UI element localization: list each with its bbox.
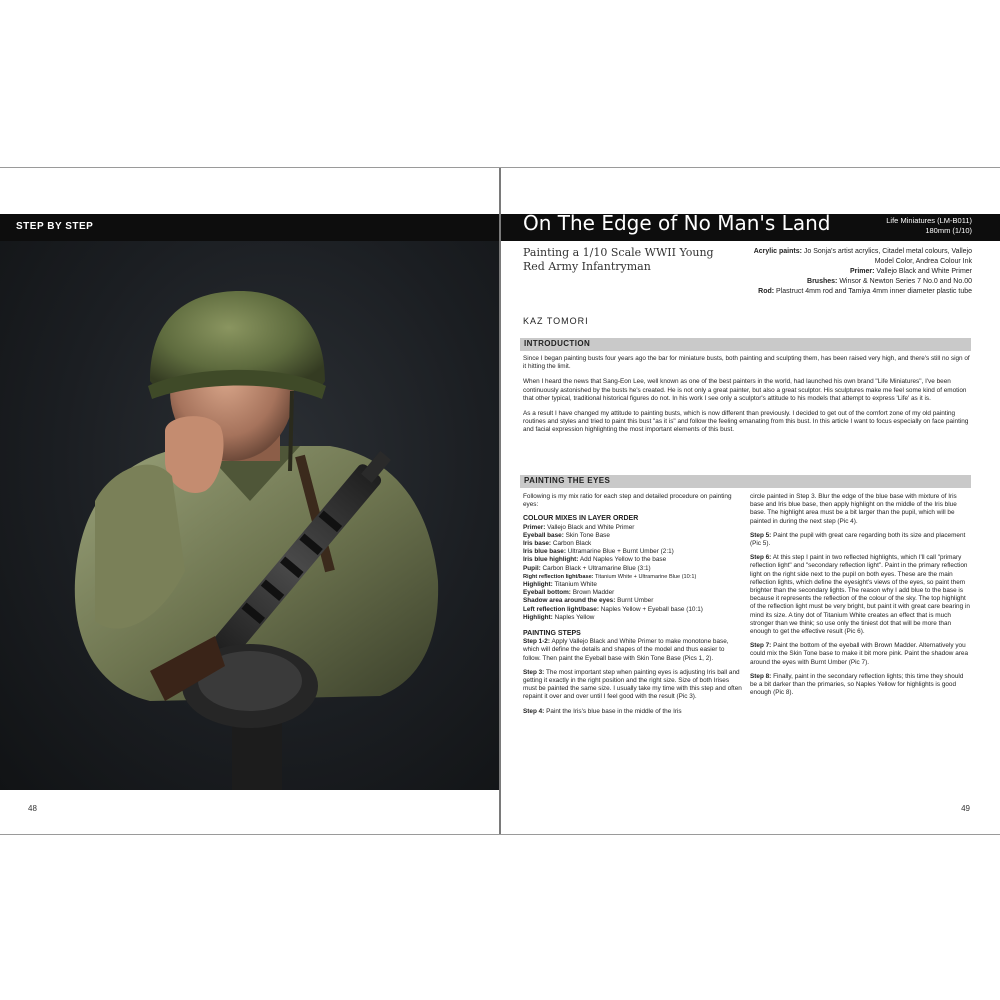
left-column xyxy=(523,493,743,722)
step-paragraph: circle painted in Step 3. Blur the edge of the blue base with mixture of Iris base and Iris blue base, then apply highlight on the middle of the Iris blue base. The highlight area must be a bit larger than the pupil, which will be painted in during the next step (Pic 4). xyxy=(750,493,957,525)
mix-item: Left reflection light/base: Naples Yellow + Eyeball base (10:1) xyxy=(523,605,703,613)
mix-item: Highlight: Titanium White xyxy=(523,581,597,589)
introduction-heading xyxy=(520,338,971,351)
left-page xyxy=(0,168,499,834)
step-paragraph: Step 4: Paint the Iris's blue base in the middle of the Iris xyxy=(523,707,682,715)
page-number-right: 49 xyxy=(961,804,970,813)
soldier-bust-illustration xyxy=(0,241,499,790)
mix-item: Iris base: Carbon Black xyxy=(523,540,592,548)
introduction-text xyxy=(523,355,971,442)
soldier-bust-photo xyxy=(0,241,499,790)
materials-item: Primer: Vallejo Black and White Primer xyxy=(849,268,972,275)
mix-item: Eyeball bottom: Brown Madder xyxy=(523,589,615,597)
materials-item: Rod: Plastruct 4mm rod and Tamiya 4mm inner diameter plastic tube xyxy=(758,288,972,295)
step-paragraph: Step 7: Paint the bottom of the eyeball with Brown Madder. Alternatively you could mix the Skin Tone base to make it bit more pink. Paint the shadow area around the eyes with Burnt Umber (Pic 7). xyxy=(750,642,968,666)
magazine-spread xyxy=(0,167,1000,835)
introduction-heading-label: INTRODUCTION xyxy=(524,339,591,348)
step-paragraph: Step 5: Paint the pupil with great care regarding both its size and placement (Pic 5). xyxy=(750,531,966,548)
step-paragraph: Step 1-2: Apply Vallejo Black and White Primer to make monotone base, which will define the details and shapes of the model and thus easier to follow. Then paint the Eyeball base with Skin Tone Base (Pics 1, 2). xyxy=(523,638,729,662)
article-title: On The Edge of No Man's Land xyxy=(523,211,831,235)
author-name: KAZ TOMORI xyxy=(523,316,589,326)
colour-mixes-list xyxy=(523,524,743,622)
mix-item: Eyeball base: Skin Tone Base xyxy=(523,531,610,539)
mix-item: Shadow area around the eyes: Burnt Umber xyxy=(523,597,654,605)
right-page xyxy=(501,168,1000,834)
intro-paragraph: As a result I have changed my attitude to painting busts, which is now different than previously. I decided to get out of the comfort zone of my old painting routines and styles and tried to paint this bust "as it is" and follow the feeling emanating from this bust. In this article I want to focus especially on face painting and facial expression highlighting the most important elements of this bust. xyxy=(523,410,969,434)
product-info xyxy=(886,216,972,236)
colour-mixes-heading: COLOUR MIXES IN LAYER ORDER xyxy=(523,515,639,523)
article-subtitle: Painting a 1/10 Scale WWII Young Red Army Infantryman xyxy=(523,246,714,273)
mix-item: Pupil: Carbon Black + Ultramarine Blue (3:1) xyxy=(523,564,651,572)
section-label: STEP BY STEP xyxy=(16,221,94,232)
eyes-intro: Following is my mix ratio for each step and detailed procedure on painting eyes: xyxy=(523,493,732,509)
intro-paragraph: Since I began painting busts four years ago the bar for miniature busts, both painting and sculpting them, has been raised very high, and there's still no sign of it hitting the limit. xyxy=(523,355,970,371)
painting-eyes-heading xyxy=(520,475,971,488)
product-line-1: Life Miniatures (LM-B011) xyxy=(886,216,972,225)
materials-item: Acrylic paints: Jo Sonja's artist acrylics, Citadel metal colours, Vallejo Model Color, Andrea Colour Ink xyxy=(753,248,972,265)
step-paragraph: Step 6: At this step I paint in two reflected highlights, which I'll call "primary reflection light" and "secondary reflection light". Paint in the primary reflection light on the right side next to the pupil on both eyes. These are the main reflection lights, which define the eyesight's views of the eyes, so paint them brighter than the secondary lights. The reason why I add blue to the base is because it represents the reflection of the colour of the sky. The top highlight of the reflection light must be very bright, but paint it with great care bearing in mind its size. A tiny dot of Titanium White creates an effect that is much stronger than we think; so use only the tiniest dot that will be more than enough to get the effective result (Pic 6). xyxy=(750,554,970,636)
step-paragraph: Step 3: The most important step when painting eyes is adjusting Iris ball and getting it exactly in the right position and the right size. Size of both Irises must be painted the same size. I usually take my time with this step and often repaint it over and over until I feel good with the result (Pic 3). xyxy=(523,668,742,701)
product-line-2: 180mm (1/10) xyxy=(925,226,972,235)
step-paragraph: Step 8: Finally, paint in the secondary reflection lights; this time they should be a bit darker than the primaries, so Naples Yellow for highlights is good enough (Pic 8). xyxy=(750,672,964,697)
mix-item: Iris blue highlight: Add Naples Yellow to the base xyxy=(523,556,667,564)
materials-item: Brushes: Winsor & Newton Series 7 No.0 and No.00 xyxy=(807,278,972,285)
title-bar xyxy=(501,211,1000,241)
page-number-left: 48 xyxy=(28,804,37,813)
mix-item: Right reflection light/base: Titanium White + Ultramarine Blue (10:1) xyxy=(523,573,697,580)
section-bar xyxy=(0,214,499,241)
right-column xyxy=(750,493,971,703)
mix-item: Primer: Vallejo Black and White Primer xyxy=(523,523,635,531)
mix-item: Highlight: Naples Yellow xyxy=(523,613,595,621)
mix-item: Iris blue base: Ultramarine Blue + Burnt Umber (2:1) xyxy=(523,548,674,556)
intro-paragraph: When I heard the news that Sang-Eon Lee, well known as one of the best painters in the world, had launched his own brand "Life Miniatures", I've been continuously astonished by the busts he's created. He is not only a great painter, but also a great sculptor. His sculptures make me feel some kind of emotion that other typical, traditional historical figures do not. In his work I see only a sculptor's attitude to his models that attempt to express 'Life' as it is. xyxy=(523,378,967,402)
painting-eyes-heading-label: PAINTING THE EYES xyxy=(524,476,611,485)
painting-steps-heading: PAINTING STEPS xyxy=(523,630,581,638)
materials-list xyxy=(742,247,972,297)
